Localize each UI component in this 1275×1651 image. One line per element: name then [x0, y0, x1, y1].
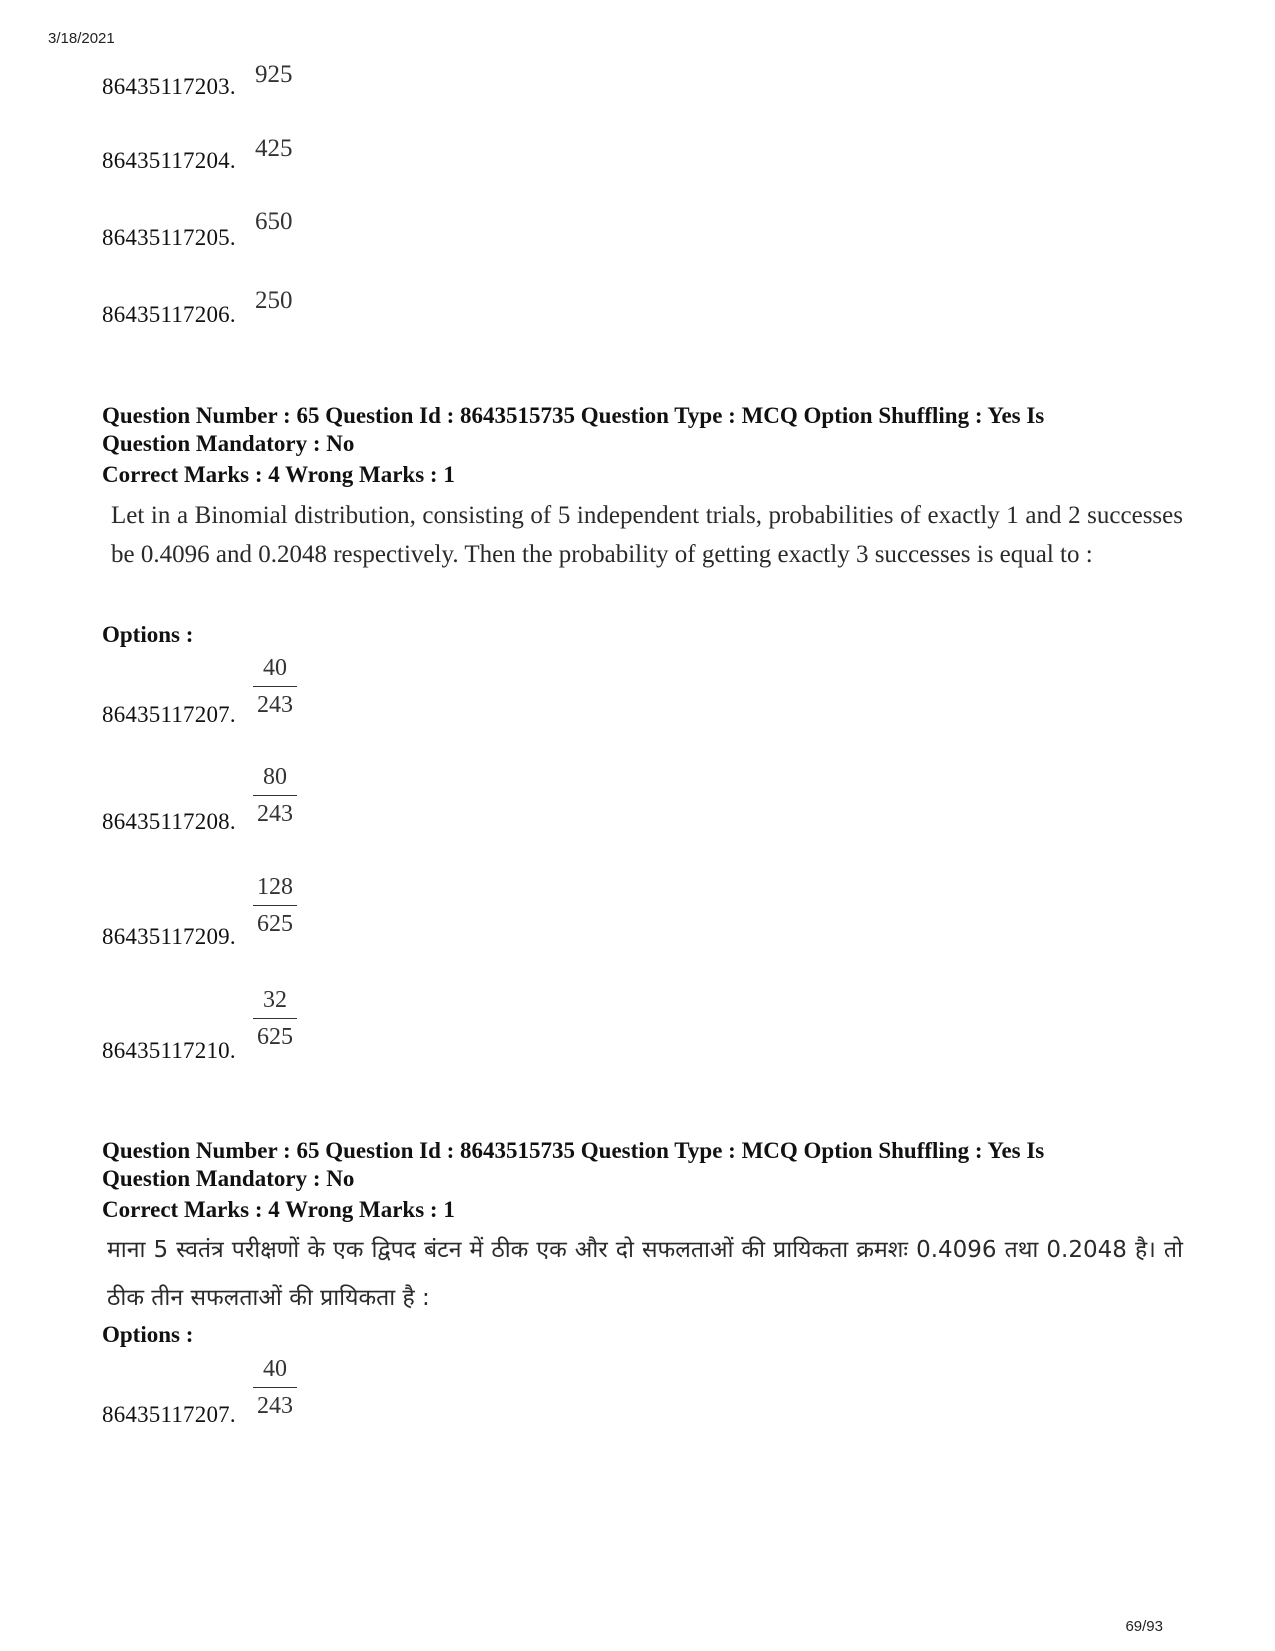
fraction-numerator: 32 [263, 987, 287, 1013]
option-id: 86435117206. [102, 302, 236, 327]
option-id: 86435117209. [102, 924, 236, 949]
option-id: 86435117208. [102, 809, 236, 834]
question-marks: Correct Marks : 4 Wrong Marks : 1 [102, 1197, 455, 1222]
option-id: 86435117205. [102, 225, 236, 250]
page-number: 69/93 [1125, 1618, 1163, 1635]
option-value: 650 [255, 208, 293, 235]
option-fraction [252, 656, 298, 717]
question-text: Let in a Binomial distribution, consisting of 5 independent trials, probabilities of exactly 1 and 2 successes be 0.4096 and 0.2048 respectively. Then the probability of getting exactly 3 successes is equal to : [111, 502, 1183, 568]
option-id: 86435117207. [102, 1402, 236, 1427]
fraction-numerator: 40 [263, 1356, 287, 1382]
option-id: 86435117204. [102, 148, 236, 173]
option-fraction [252, 765, 298, 826]
fraction-denominator: 625 [257, 1024, 293, 1050]
fraction-numerator: 80 [263, 764, 287, 790]
option-fraction [252, 988, 298, 1049]
option-id: 86435117207. [102, 702, 236, 727]
option-fraction [252, 1357, 298, 1418]
question-meta [102, 1137, 1182, 1193]
fraction-denominator: 625 [257, 911, 293, 937]
options-label: Options : [102, 622, 194, 647]
option-fraction [252, 875, 298, 936]
fraction-denominator: 243 [257, 692, 293, 718]
print-date: 3/18/2021 [48, 30, 115, 47]
question-meta-line: Question Mandatory : No [102, 431, 355, 456]
question-marks: Correct Marks : 4 Wrong Marks : 1 [102, 462, 455, 487]
option-value: 425 [255, 135, 293, 162]
fraction-numerator: 128 [257, 874, 293, 900]
option-value: 250 [255, 287, 293, 314]
question-meta [102, 402, 1182, 458]
fraction-denominator: 243 [257, 1393, 293, 1419]
fraction-numerator: 40 [263, 655, 287, 681]
question-text: माना 5 स्वतंत्र परीक्षणों के एक द्विपद बंटन में ठीक एक और दो सफलताओं की प्रायिकता क्रमशः 0.4096 तथा 0.2048 है। तो ठीक तीन सफलताओं की प्रायिकता है : [107, 1237, 1183, 1311]
option-id: 86435117210. [102, 1038, 236, 1063]
question-meta-line: Question Number : 65 Question Id : 8643515735 Question Type : MCQ Option Shuffling : Yes Is [102, 403, 1045, 428]
question-meta-line: Question Number : 65 Question Id : 8643515735 Question Type : MCQ Option Shuffling : Yes Is [102, 1138, 1045, 1163]
question-meta-line: Question Mandatory : No [102, 1166, 355, 1191]
option-value: 925 [255, 61, 293, 88]
option-id: 86435117203. [102, 74, 236, 99]
fraction-denominator: 243 [257, 801, 293, 827]
options-label: Options : [102, 1322, 194, 1347]
